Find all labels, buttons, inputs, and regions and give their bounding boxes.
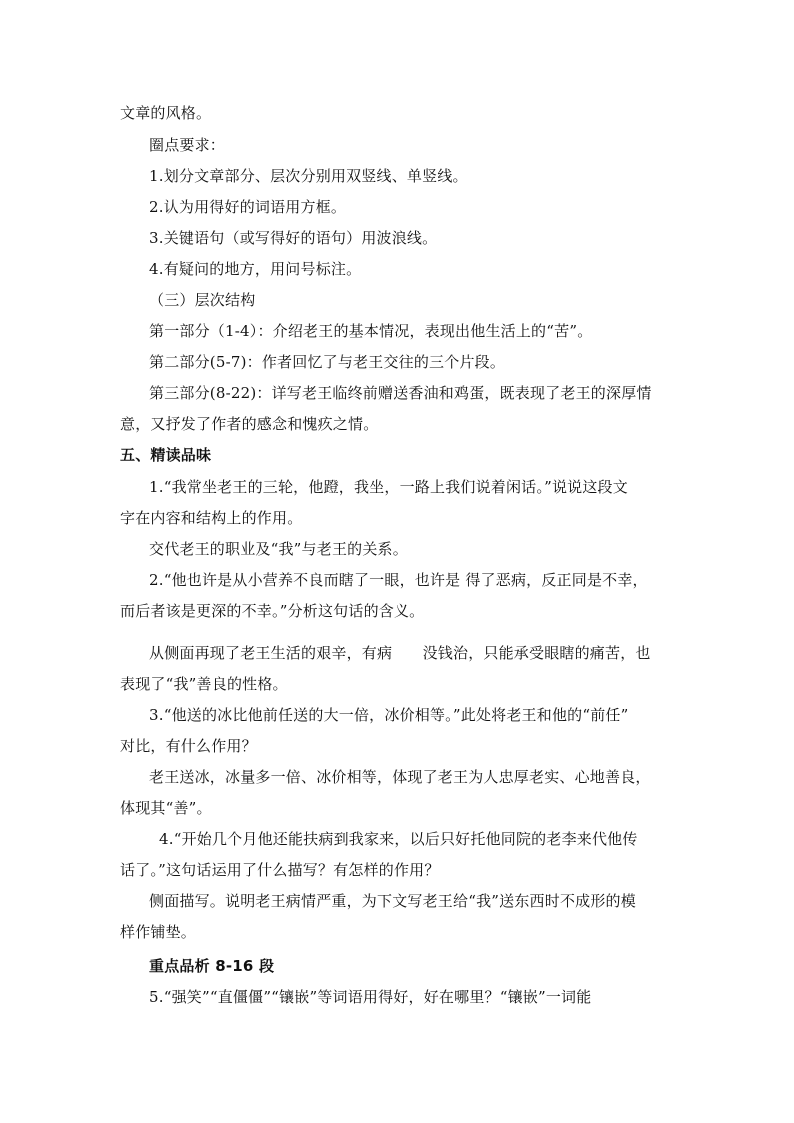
question: 1.“我常坐老王的三轮，他蹬，我坐，一路上我们说着闲话。”说说这段文	[149, 478, 628, 496]
list-item: 2.认为用得好的词语用方框。	[149, 198, 347, 216]
question: 字在内容和结构上的作用。	[120, 509, 303, 527]
question: 5.“强笑”“直僵僵”“镶嵌”等词语用得好，好在哪里？“镶嵌”一词能	[149, 988, 592, 1006]
list-item: 1.划分文章部分、层次分别用双竖线、单竖线。	[149, 167, 468, 185]
question: 2.“他也许是从小营养不良而瞎了一眼，也许是 得了恶病，反正同是不幸，	[149, 571, 648, 589]
section-heading: （三）层次结构	[149, 291, 256, 309]
text-line: 第一部分（1-4）：介绍老王的基本情况，表现出他生活上的“苦”。	[149, 322, 593, 340]
text-line: 圈点要求：	[149, 136, 226, 154]
text-line: 第三部分(8-22)：详写老王临终前赠送香油和鸡蛋，既表现了老王的深厚情	[149, 384, 652, 402]
answer: 样作铺垫。	[120, 923, 197, 941]
list-item: 4.有疑问的地方，用问号标注。	[149, 260, 362, 278]
question: 而后者该是更深的不幸。”分析这句话的含义。	[120, 602, 425, 620]
answer: 老王送冰，冰量多一倍、冰价相等，体现了老王为人忠厚老实、心地善良，	[149, 768, 651, 786]
answer: 表现了“我”善良的性格。	[120, 675, 288, 693]
section-heading: 五、精读品味	[120, 446, 212, 464]
list-item: 3.关键语句（或写得好的语句）用波浪线。	[149, 229, 438, 247]
answer: 交代老王的职业及“我”与老王的关系。	[149, 540, 408, 558]
text-line: 第二部分(5-7)：作者回忆了与老王交往的三个片段。	[149, 353, 506, 371]
question: 3.“他送的冰比他前任送的大一倍，冰价相等。”此处将老王和他的“前任”	[149, 706, 629, 724]
question: 4.“开始几个月他还能扶病到我家来，以后只好托他同院的老李来代他传	[159, 830, 638, 848]
answer: 体现其“善”。	[120, 799, 212, 817]
text-line: 意，又抒发了作者的感念和愧疚之情。	[120, 415, 379, 433]
question: 话了。”这句话运用了什么描写？有怎样的作用？	[120, 861, 440, 879]
text-line: 文章的风格。	[120, 104, 212, 122]
answer: 从侧面再现了老王生活的艰辛，有病 没钱治，只能承受眼瞎的痛苦，也	[149, 644, 651, 662]
answer: 侧面描写。说明老王病情严重，为下文写老王给“我”送东西时不成形的模	[149, 892, 636, 910]
section-heading: 重点品析 8-16 段	[149, 957, 275, 975]
question: 对比，有什么作用？	[120, 737, 257, 755]
